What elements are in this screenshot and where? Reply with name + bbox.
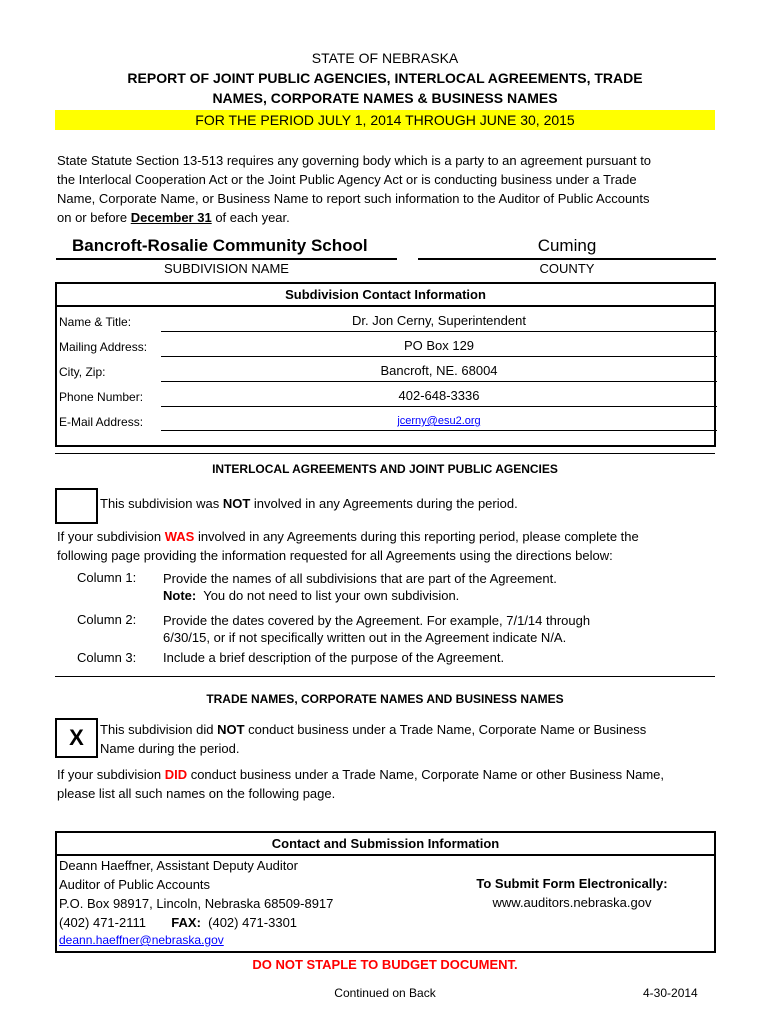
county-value[interactable]: Cuming [537, 236, 597, 255]
column3-label: Column 3: [77, 650, 137, 665]
auditor-email-link[interactable]: deann.haeffner@nebraska.gov [59, 933, 224, 947]
report-title-line1: REPORT OF JOINT PUBLIC AGENCIES, INTERLOCAL AGREEMENTS, TRADE [127, 70, 643, 86]
staple-warning: DO NOT STAPLE TO BUDGET DOCUMENT. [252, 957, 518, 972]
auditor-contact-name: Deann Haeffner, Assistant Deputy Auditor [59, 858, 298, 873]
reporting-period: FOR THE PERIOD JULY 1, 2014 THROUGH JUNE 30, 2015 [55, 110, 715, 130]
continued-on-back: Continued on Back [334, 986, 436, 1000]
subdivision-name-line [56, 258, 397, 260]
field-underline [161, 406, 717, 407]
county-line [418, 258, 716, 260]
report-title-line2: NAMES, CORPORATE NAMES & BUSINESS NAMES [212, 90, 558, 106]
interlocal-heading: INTERLOCAL AGREEMENTS AND JOINT PUBLIC AGENCIES [212, 462, 558, 476]
column1-text: Provide the names of all subdivisions that are part of the Agreement. Note: You do not need to list your own subdivision. [163, 571, 557, 603]
auditor-address: P.O. Box 98917, Lincoln, Nebraska 68509-8917 [59, 896, 334, 911]
statute-paragraph [57, 151, 717, 227]
column2-text: Provide the dates covered by the Agreement. For example, 7/1/14 through 6/30/15, or if not specifically written out in the Agreement indicate N/A. [163, 613, 591, 645]
statute-line: Name, Corporate Name, or Business Name to report such information to the Auditor of Public Accounts [57, 191, 650, 206]
auditor-phones: (402) 471-2111 FAX: (402) 471-3301 [59, 915, 298, 930]
contact-box [55, 282, 716, 447]
statute-line: State Statute Section 13-513 requires any governing body which is a party to an agreement pursuant to [57, 153, 652, 168]
phone-number-field[interactable]: 402-648-3336 [398, 388, 480, 403]
interlocal-not-statement: This subdivision was NOT involved in any Agreements during the period. [100, 496, 518, 511]
statute-deadline: December 31 [130, 210, 212, 225]
section-divider [55, 676, 715, 677]
column3-text: Include a brief description of the purpose of the Agreement. [163, 650, 505, 665]
auditor-office: Auditor of Public Accounts [59, 877, 211, 892]
auditor-website[interactable]: www.auditors.nebraska.gov [492, 895, 652, 910]
city-zip-label: City, Zip: [59, 365, 106, 379]
phone-number-label: Phone Number: [59, 390, 144, 404]
electronic-submission-label: To Submit Form Electronically: [476, 876, 668, 891]
submission-box [55, 831, 716, 953]
email-address-field[interactable]: jcerny@esu2.org [397, 415, 481, 427]
did-keyword: DID [164, 767, 188, 782]
email-address-label: E-Mail Address: [59, 415, 144, 429]
state-title: STATE OF NEBRASKA [311, 50, 459, 66]
submission-heading: Contact and Submission Information [271, 836, 500, 851]
contact-heading-divider [57, 305, 714, 307]
interlocal-checkbox[interactable] [55, 488, 98, 524]
name-title-field[interactable]: Dr. Jon Cerny, Superintendent [352, 313, 526, 328]
trade-instructions: If your subdivision DID conduct business under a Trade Name, Corporate Name or other Business Name, please list all such names on the following page. [57, 767, 664, 801]
contact-heading: Subdivision Contact Information [285, 287, 486, 302]
county-label: COUNTY [539, 261, 595, 276]
field-underline [161, 381, 717, 382]
city-zip-field[interactable]: Bancroft, NE. 68004 [380, 363, 498, 378]
submission-contact-block [59, 856, 333, 932]
was-keyword: WAS [164, 529, 195, 544]
interlocal-instructions: If your subdivision WAS involved in any Agreements during this reporting period, please complete the following page providing the information requested for all Agreements using the directions below: [57, 529, 639, 563]
column1-label: Column 1: [77, 570, 137, 585]
field-underline [161, 331, 717, 332]
trade-not-statement: This subdivision did NOT conduct business under a Trade Name, Corporate Name or Business Name during the period. [100, 722, 647, 756]
mailing-address-field[interactable]: PO Box 129 [403, 338, 475, 353]
section-divider [55, 453, 715, 454]
field-underline [161, 356, 717, 357]
statute-line: the Interlocal Cooperation Act or the Joint Public Agency Act or is conducting business under a Trade [57, 172, 637, 187]
statute-line: on or before December 31 of each year. [57, 210, 290, 225]
subdivision-name[interactable]: Bancroft-Rosalie Community School [72, 236, 368, 255]
column2-label: Column 2: [77, 612, 137, 627]
trade-heading: TRADE NAMES, CORPORATE NAMES AND BUSINESS NAMES [206, 692, 564, 706]
form-revision-date: 4-30-2014 [643, 986, 698, 1000]
field-underline [161, 430, 717, 431]
subdivision-name-label: SUBDIVISION NAME [164, 261, 289, 276]
trade-checkbox[interactable]: X [55, 718, 98, 758]
name-title-label: Name & Title: [59, 315, 132, 329]
mailing-address-label: Mailing Address: [59, 340, 148, 354]
